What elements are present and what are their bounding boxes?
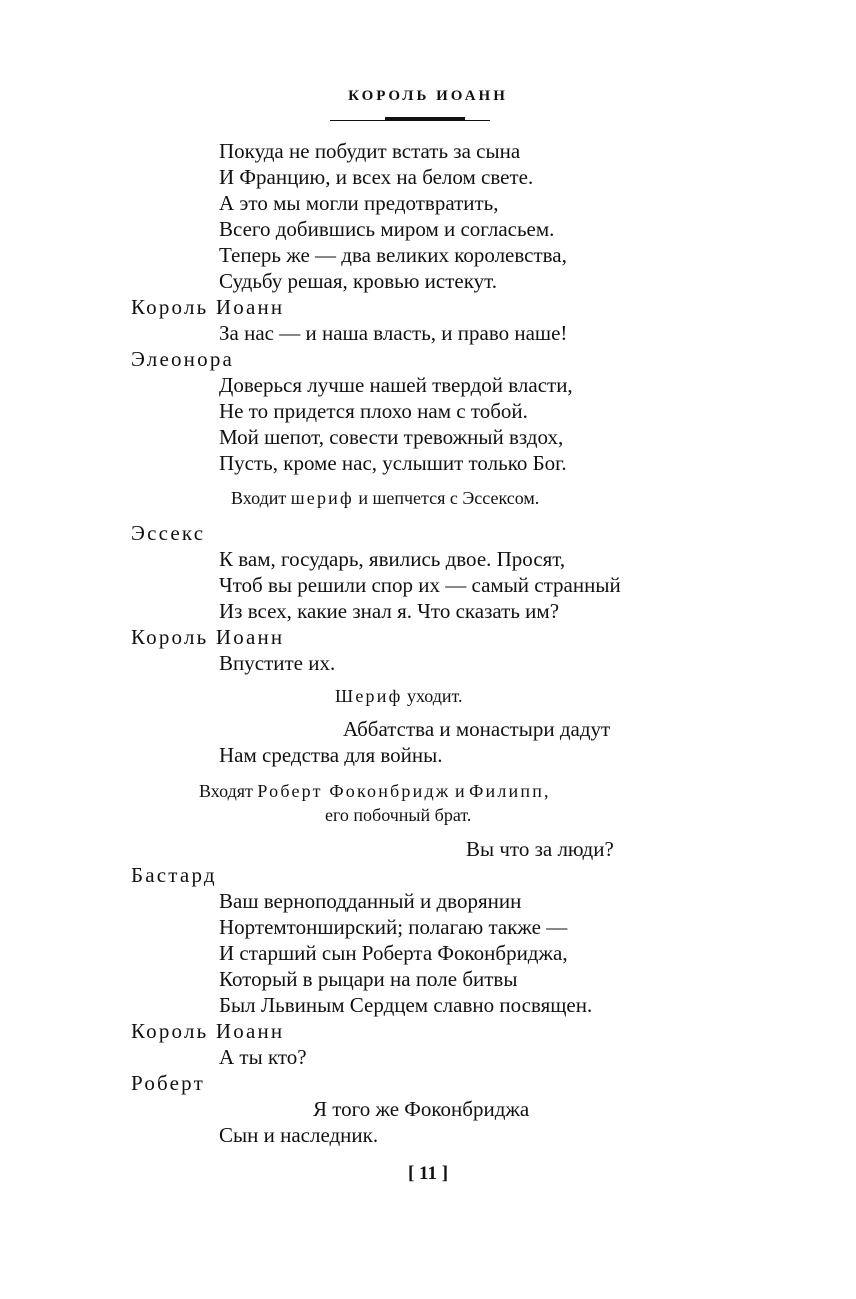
verse-line: Нам средства для войны. bbox=[219, 743, 443, 767]
stage-direction bbox=[199, 779, 549, 803]
verse-line: Сын и наследник. bbox=[219, 1123, 379, 1147]
verse-line: И старший сын Роберта Фоконбриджа, bbox=[219, 941, 568, 965]
verse-line: Который в рыцари на поле битвы bbox=[219, 967, 518, 991]
running-head: КОРОЛЬ ИОАНН bbox=[348, 88, 508, 104]
stage-direction bbox=[335, 684, 463, 708]
speaker-name: Элеонора bbox=[131, 347, 235, 371]
verse-line: Теперь же — два великих королевства, bbox=[219, 243, 567, 267]
verse-line: К вам, государь, явились двое. Просят, bbox=[219, 547, 566, 571]
verse-line: Я того же Фоконбриджа bbox=[313, 1097, 530, 1121]
verse-line: За нас — и наша власть, и право наше! bbox=[219, 321, 568, 345]
stage-text: и шепчется с Эссексом. bbox=[353, 488, 540, 508]
verse-line: А ты кто? bbox=[219, 1045, 307, 1069]
verse-line: И Францию, и всех на белом свете. bbox=[219, 165, 534, 189]
verse-line: Всего добившись миром и согласьем. bbox=[219, 217, 555, 241]
stage-text: и bbox=[450, 781, 470, 801]
verse-line: А это мы могли предотвратить, bbox=[219, 191, 499, 215]
speaker-name: Бастард bbox=[131, 863, 217, 887]
stage-text: , bbox=[544, 781, 549, 801]
verse-line: Доверься лучше нашей твердой власти, bbox=[219, 373, 573, 397]
stage-character: Филипп bbox=[469, 781, 545, 801]
verse-line: Из всех, какие знал я. Что сказать им? bbox=[219, 599, 560, 623]
stage-text: Входят bbox=[199, 781, 258, 801]
speaker-name: Роберт bbox=[131, 1071, 205, 1095]
verse-line: Судьбу решая, кровью истекут. bbox=[219, 269, 497, 293]
verse-line: Аббатства и монастыри дадут bbox=[343, 717, 611, 741]
verse-line: Мой шепот, совести тревожный вздох, bbox=[219, 425, 564, 449]
verse-line: Пусть, кроме нас, услышит только Бог. bbox=[219, 451, 567, 475]
stage-character: шериф bbox=[290, 488, 354, 508]
speaker-name: Король Иоанн bbox=[131, 1019, 285, 1043]
verse-line: Вы что за люди? bbox=[466, 837, 614, 861]
stage-text: уходит. bbox=[402, 686, 463, 706]
stage-direction bbox=[231, 486, 539, 510]
speaker-name: Король Иоанн bbox=[131, 295, 285, 319]
speaker-name: Эссекс bbox=[131, 521, 206, 545]
speaker-name: Король Иоанн bbox=[131, 625, 285, 649]
verse-line: Впустите их. bbox=[219, 651, 336, 675]
verse-line: Не то придется плохо нам с тобой. bbox=[219, 399, 528, 423]
verse-line: Был Львиным Сердцем славно посвящен. bbox=[219, 993, 593, 1017]
stage-direction: его побочный брат. bbox=[325, 805, 472, 825]
page-number: [ 11 ] bbox=[407, 1163, 449, 1184]
verse-line: Покуда не побудит встать за сына bbox=[219, 139, 521, 163]
verse-line: Нортемтонширский; полагаю также — bbox=[219, 915, 568, 939]
stage-character: Роберт Фоконбридж bbox=[257, 781, 451, 801]
stage-character: Шериф bbox=[335, 686, 403, 706]
header-rule-bold bbox=[385, 117, 465, 121]
verse-line: Ваш верноподданный и дворянин bbox=[219, 889, 522, 913]
verse-line: Чтоб вы решили спор их — самый странный bbox=[219, 573, 621, 597]
stage-text: Входит bbox=[231, 488, 291, 508]
